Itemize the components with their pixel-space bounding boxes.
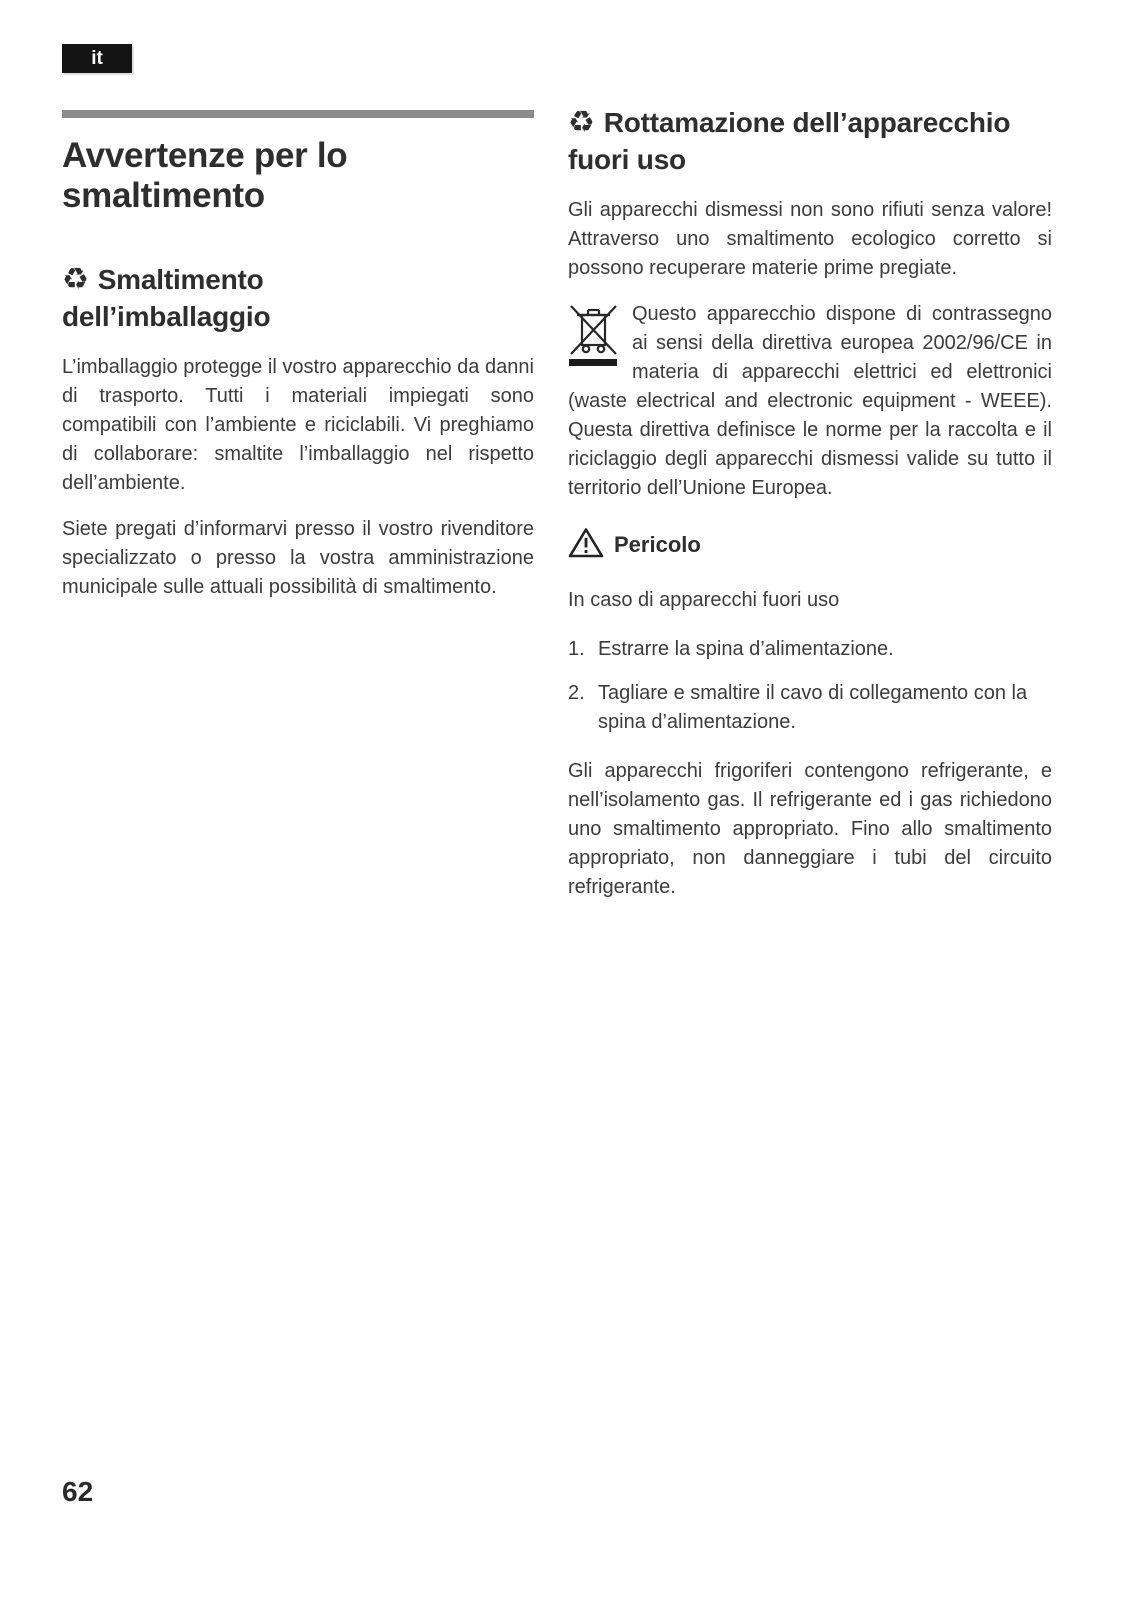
paragraph-scrapping-intro: Gli apparecchi dismessi non sono rifiuti senza valore! Attraverso uno smaltimento ecologico corretto si possono recuperare materie prime pregiate. xyxy=(568,198,1052,279)
danger-intro: In caso di apparecchi fuori uso xyxy=(568,588,840,611)
page-title: Avvertenze per lo smaltimento xyxy=(62,136,348,215)
language-badge: it xyxy=(62,44,132,73)
paragraph-weee-directive: Questo apparecchio dispone di contrassegno ai sensi della direttiva europea 2002/96/CE in materia di apparecchi elettrici ed elettronici (waste electrical and electronic equipment - WEEE). Questa direttiva definisce le norme per la raccolta e il riciclaggio degli apparecchi dismessi valide su tutto il territorio dell’Unione Europea. xyxy=(568,302,1052,499)
section-heading-appliance-scrapping xyxy=(568,104,1052,178)
weee-directive-block xyxy=(568,300,1052,503)
warning-triangle-icon xyxy=(568,527,604,564)
danger-label: Pericolo xyxy=(614,532,701,558)
section-heading-text: Rottamazione dell’apparecchio fuori uso xyxy=(568,107,1011,176)
recycle-icon: ♻ xyxy=(62,262,89,298)
section-heading-text: Smaltimento dell’imballaggio xyxy=(62,264,271,333)
step-text: Tagliare e smaltire il cavo di collegamento con la spina d’alimentazione. xyxy=(598,681,1028,733)
list-item-step-2 xyxy=(568,679,1052,737)
danger-heading xyxy=(568,527,1052,564)
left-column xyxy=(62,110,534,619)
right-column xyxy=(568,104,1052,919)
recycle-icon: ♻ xyxy=(568,105,595,140)
page-number: 62 xyxy=(62,1476,94,1507)
step-text: Estrarre la spina d’alimentazione. xyxy=(598,637,894,660)
weee-crossed-bin-icon xyxy=(568,302,620,375)
section-heading-packaging-disposal xyxy=(62,261,452,335)
paragraph-disposal-info: Siete pregati d’informarvi presso il vostro rivenditore specializzato o presso la vostra amministrazione municipale sulle attuali possibilità di smaltimento. xyxy=(62,517,534,598)
step-number: 2. xyxy=(568,681,585,704)
paragraph-packaging-protection: L’imballaggio protegge il vostro apparecchio da danni di trasporto. Tutti i materiali impiegati sono compatibili con l’ambiente e riciclabili. Vi preghiamo di collaborare: smaltite l’imballaggio nel rispetto dell’ambiente. xyxy=(62,355,534,494)
title-accent-bar xyxy=(62,110,534,118)
paragraph-refrigerant-warning: Gli apparecchi frigoriferi contengono refrigerante, e nell’isolamento gas. Il refrigerante ed i gas richiedono uno smaltimento appropriato. Fino allo smaltimento appropriato, non danneggiare i tubi del circuito refrigerante. xyxy=(568,759,1052,898)
step-number: 1. xyxy=(568,637,585,660)
list-item-step-1 xyxy=(568,635,1052,664)
